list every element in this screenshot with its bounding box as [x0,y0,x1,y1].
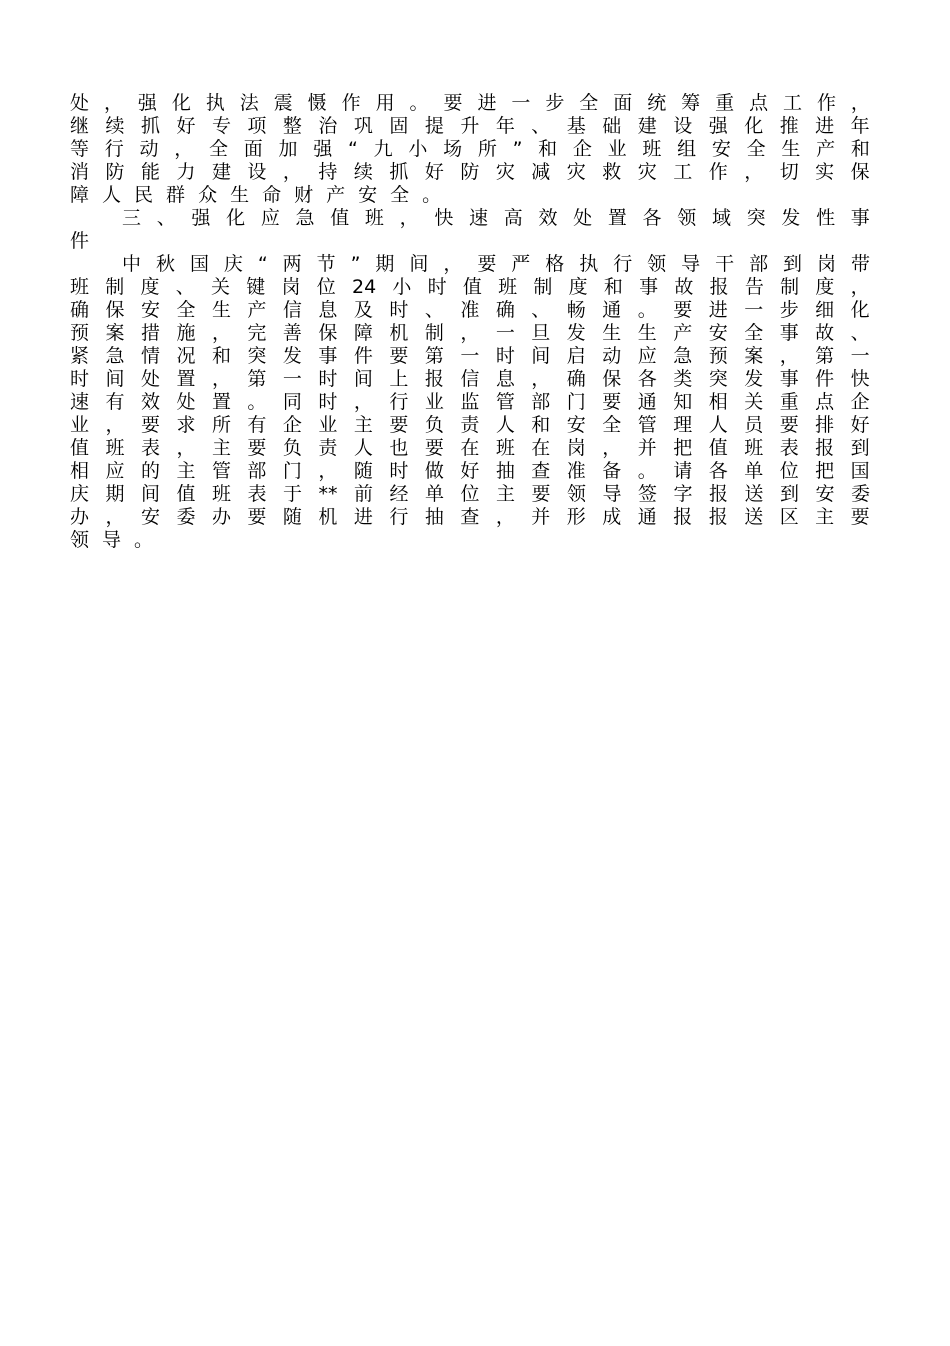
text-line: 确 保 安 全 生 产 信 息 及 时 、 准 确 、 畅 通 。 要 进 一 步 细 化 [70,299,870,321]
text-line: 中 秋 国 庆 “ 两 节 ” 期 间 ， 要 严 格 执 行 领 导 干 部 到 岗 带 [122,253,870,275]
text-line: 领 导 。 [70,529,154,551]
text-line: 办 ， 安 委 办 要 随 机 进 行 抽 查 ， 并 形 成 通 报 报 送 区 主 要 [70,506,870,528]
text-line: 速 有 效 处 置 。 同 时 ， 行 业 监 管 部 门 要 通 知 相 关 重 点 企 [70,391,870,413]
text-line: 预 案 措 施 ， 完 善 保 障 机 制 ， 一 旦 发 生 生 产 安 全 事 故 、 [70,322,870,344]
document-body [70,92,870,552]
text-line: 庆 期 间 值 班 表 于 ** 前 经 单 位 主 要 领 导 签 字 报 送 到 安 委 [70,483,870,505]
text-line: 三 、 强 化 应 急 值 班 ， 快 速 高 效 处 置 各 领 域 突 发 性 事 [122,207,870,229]
text-line: 相 应 的 主 管 部 门 ， 随 时 做 好 抽 查 准 备 。 请 各 单 位 把 国 [70,460,870,482]
text-line: 时 间 处 置 ， 第 一 时 间 上 报 信 息 ， 确 保 各 类 突 发 事 件 快 [70,368,870,390]
text-line: 等 行 动 ， 全 面 加 强 “ 九 小 场 所 ” 和 企 业 班 组 安 全 生 产 和 [70,138,870,160]
text-line: 值 班 表 ， 主 要 负 责 人 也 要 在 班 在 岗 ， 并 把 值 班 表 报 到 [70,437,870,459]
text-line: 班 制 度 、 关 键 岗 位 24 小 时 值 班 制 度 和 事 故 报 告 制 度 ， [70,276,870,298]
text-line: 件 [70,230,90,252]
text-line: 障 人 民 群 众 生 命 财 产 安 全 。 [70,184,442,206]
text-line: 业 ， 要 求 所 有 企 业 主 要 负 责 人 和 安 全 管 理 人 员 要 排 好 [70,414,870,436]
text-line: 消 防 能 力 建 设 ， 持 续 抓 好 防 灾 减 灾 救 灾 工 作 ， 切 实 保 [70,161,870,183]
text-line: 处 ， 强 化 执 法 震 慑 作 用 。 要 进 一 步 全 面 统 筹 重 点 工 作 ， [70,92,870,114]
text-line: 继 续 抓 好 专 项 整 治 巩 固 提 升 年 、 基 础 建 设 强 化 推 进 年 [70,115,870,137]
text-line: 紧 急 情 况 和 突 发 事 件 要 第 一 时 间 启 动 应 急 预 案 ， 第 一 [70,345,870,367]
